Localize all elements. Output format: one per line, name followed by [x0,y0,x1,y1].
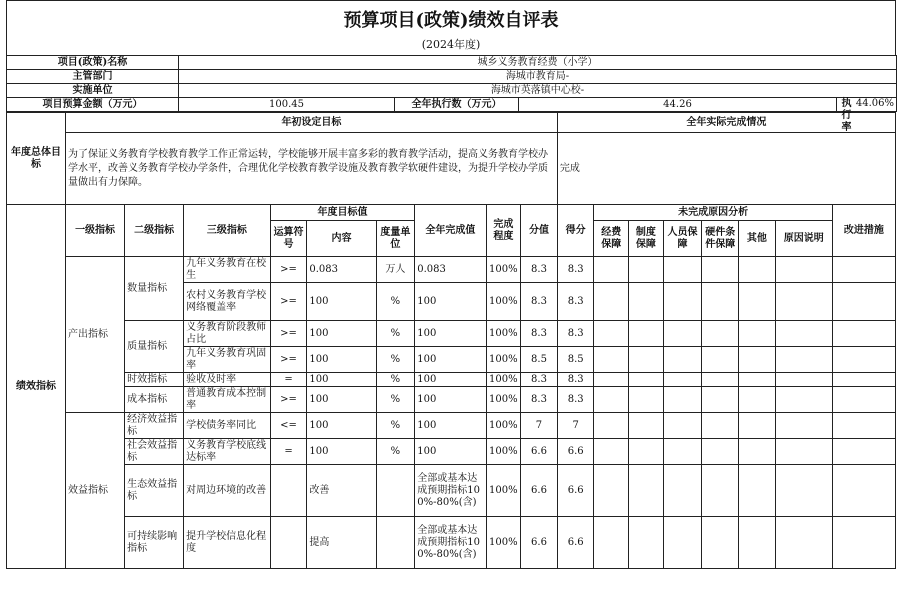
empty-cell [594,517,629,569]
empty-cell [832,413,895,439]
row-val: 6.6 [521,439,558,465]
completion-header: 完成程度 [486,205,521,257]
empty-cell [832,439,895,465]
empty-cell [663,413,702,439]
row-unit [376,517,415,569]
row-score: 8.3 [557,257,594,283]
empty-cell [775,373,832,387]
table-row [7,413,896,439]
empty-cell [663,387,702,413]
empty-cell [775,413,832,439]
empty-cell [702,439,739,465]
row-unit: % [376,373,415,387]
row-val: 8.3 [521,387,558,413]
empty-cell [702,413,739,439]
empty-cell [594,321,629,347]
empty-cell [702,387,739,413]
economic-label: 经济效益指标 [125,413,184,439]
empty-cell [663,517,702,569]
row-score: 8.5 [557,347,594,373]
empty-cell [594,257,629,283]
row-done: 100 [415,413,486,439]
empty-cell [739,413,776,439]
row-l3: 验收及时率 [184,373,271,387]
row-op [270,465,307,517]
empty-cell [739,387,776,413]
row-done: 100 [415,283,486,321]
row-content: 100 [307,347,376,373]
quality-label: 质量指标 [125,321,184,373]
empty-cell [663,347,702,373]
row-unit: 万人 [376,257,415,283]
row-l3: 提升学校信息化程度 [184,517,271,569]
level2-header: 二级指标 [125,205,184,257]
empty-cell [702,465,739,517]
row-pct: 100% [486,517,521,569]
empty-cell [594,439,629,465]
output-group-label: 产出指标 [66,257,125,413]
empty-cell [629,283,664,321]
row-done: 100 [415,373,486,387]
empty-cell [775,517,832,569]
empty-cell [739,373,776,387]
hardware-header: 硬件条件保障 [702,221,739,257]
row-pct: 100% [486,321,521,347]
goals-section-label: 年度总体目标 [7,113,66,205]
empty-cell [739,257,776,283]
system-header: 制度保障 [629,221,664,257]
row-score: 8.3 [557,283,594,321]
empty-cell [594,373,629,387]
row-unit: % [376,439,415,465]
row-l3: 义务教育学校底线达标率 [184,439,271,465]
empty-cell [702,257,739,283]
content-header: 内容 [307,221,376,257]
level1-header: 一级指标 [66,205,125,257]
empty-cell [629,413,664,439]
row-content: 0.083 [307,257,376,283]
exec-label: 全年执行数（万元） [395,98,519,112]
empty-cell [832,465,895,517]
empty-cell [702,283,739,321]
empty-cell [832,257,895,283]
empty-cell [663,439,702,465]
empty-cell [663,321,702,347]
row-score: 6.6 [557,439,594,465]
empty-cell [775,257,832,283]
empty-cell [739,439,776,465]
empty-cell [629,387,664,413]
reason-desc-header: 原因说明 [775,221,832,257]
row-unit: % [376,321,415,347]
row-val: 8.3 [521,373,558,387]
dept-label: 主管部门 [7,70,179,84]
full-year-header: 全年完成值 [415,205,486,257]
row-op: <= [270,413,307,439]
row-done: 0.083 [415,257,486,283]
row-val: 6.6 [521,465,558,517]
row-unit [376,465,415,517]
empty-cell [832,321,895,347]
table-row [7,387,896,413]
empty-cell [594,465,629,517]
row-score: 8.3 [557,373,594,387]
table-row [7,517,896,569]
row-done: 100 [415,347,486,373]
row-op [270,517,307,569]
personnel-header: 人员保障 [663,221,702,257]
empty-cell [629,321,664,347]
row-pct: 100% [486,439,521,465]
row-l3: 九年义务教育巩固率 [184,347,271,373]
row-content: 100 [307,439,376,465]
project-name-label: 项目(政策)名称 [7,56,179,70]
row-pct: 100% [486,413,521,439]
rate-label: 执行率 [841,98,852,133]
unit-header: 度量单位 [376,221,415,257]
empty-cell [832,373,895,387]
row-score: 7 [557,413,594,439]
empty-cell [775,465,832,517]
main-table [6,112,896,569]
form-title: 预算项目(政策)绩效自评表 [6,0,896,37]
empty-cell [629,373,664,387]
row-content: 100 [307,373,376,387]
actual-completion-text: 完成 [557,133,895,205]
row-pct: 100% [486,387,521,413]
empty-cell [739,283,776,321]
empty-cell [663,283,702,321]
row-op: >= [270,283,307,321]
row-l3: 学校债务率同比 [184,413,271,439]
row-content: 100 [307,387,376,413]
empty-cell [739,465,776,517]
operator-header: 运算符号 [270,221,307,257]
social-label: 社会效益指标 [125,439,184,465]
empty-cell [629,347,664,373]
empty-cell [775,321,832,347]
empty-cell [629,517,664,569]
initial-goals-text: 为了保证义务教育学校教育教学工作正常运转，学校能够开展丰富多彩的教育教学活动，提高义务教育学校办学水平，改善义务教育学校办学条件，合理优化学校教育教学设施及教育教学软硬件建设，为提升学校办学质量做出有力保障。 [66,133,558,205]
row-val: 8.5 [521,347,558,373]
empty-cell [702,321,739,347]
row-unit: % [376,347,415,373]
dept-value: 海城市教育局- [179,70,897,84]
row-done: 全部或基本达成预期指标100%-80%(含) [415,517,486,569]
row-score: 6.6 [557,465,594,517]
row-val: 8.3 [521,321,558,347]
sustain-label: 可持续影响指标 [125,517,184,569]
row-l3: 普通教育成本控制率 [184,387,271,413]
empty-cell [702,347,739,373]
empty-cell [775,439,832,465]
empty-cell [775,347,832,373]
funding-header: 经费保障 [594,221,629,257]
table-row [7,257,896,283]
actual-completion-header: 全年实际完成情况 [557,113,895,133]
budget-value: 100.45 [179,98,395,112]
row-content: 100 [307,413,376,439]
empty-cell [629,439,664,465]
impl-value: 海城市英落镇中心校- [179,84,897,98]
row-l3: 义务教育阶段教师占比 [184,321,271,347]
exec-value: 44.26 [519,98,837,112]
table-row [7,321,896,347]
empty-cell [663,465,702,517]
empty-cell [775,283,832,321]
row-pct: 100% [486,373,521,387]
project-name-value: 城乡义务教育经费（小学） [179,56,897,70]
row-op: >= [270,257,307,283]
row-score: 6.6 [557,517,594,569]
row-val: 8.3 [521,283,558,321]
table-row [7,373,896,387]
row-score: 8.3 [557,387,594,413]
rate-value: 44.06% [855,98,895,109]
row-done: 100 [415,321,486,347]
level3-header: 三级指标 [184,205,271,257]
empty-cell [739,321,776,347]
empty-cell [775,387,832,413]
row-op: >= [270,321,307,347]
empty-cell [594,347,629,373]
row-op: >= [270,347,307,373]
form-year: (2024年度) [6,37,896,55]
row-score: 8.3 [557,321,594,347]
empty-cell [832,283,895,321]
empty-cell [739,347,776,373]
row-op: >= [270,387,307,413]
row-done: 全部或基本达成预期指标100%-80%(含) [415,465,486,517]
row-done: 100 [415,387,486,413]
benefit-group-label: 效益指标 [66,413,125,569]
evaluation-form [6,0,896,569]
quantity-label: 数量指标 [125,257,184,321]
empty-cell [832,387,895,413]
time-label: 时效指标 [125,373,184,387]
row-l3: 对周边环境的改善 [184,465,271,517]
row-val: 8.3 [521,257,558,283]
eco-label: 生态效益指标 [125,465,184,517]
row-unit: % [376,413,415,439]
empty-cell [832,517,895,569]
row-unit: % [376,283,415,321]
table-row [7,465,896,517]
perf-indicator-label: 绩效指标 [7,205,66,569]
empty-cell [739,517,776,569]
empty-cell [663,373,702,387]
empty-cell [702,373,739,387]
row-l3: 九年义务教育在校生 [184,257,271,283]
empty-cell [663,257,702,283]
impl-label: 实施单位 [7,84,179,98]
row-pct: 100% [486,347,521,373]
score-header: 得分 [557,205,594,257]
empty-cell [594,413,629,439]
row-pct: 100% [486,257,521,283]
cost-label: 成本指标 [125,387,184,413]
row-unit: % [376,387,415,413]
empty-cell [594,283,629,321]
row-done: 100 [415,439,486,465]
row-op: = [270,373,307,387]
empty-cell [594,387,629,413]
row-content: 提高 [307,517,376,569]
row-content: 100 [307,283,376,321]
row-op: = [270,439,307,465]
empty-cell [832,347,895,373]
table-row [7,439,896,465]
reason-analysis-header: 未完成原因分析 [594,205,832,221]
row-content: 改善 [307,465,376,517]
annual-target-header: 年度目标值 [270,205,415,221]
improvement-header: 改进措施 [832,205,895,257]
empty-cell [629,465,664,517]
initial-goals-header: 年初设定目标 [66,113,558,133]
empty-cell [702,517,739,569]
score-value-header: 分值 [521,205,558,257]
other-header: 其他 [739,221,776,257]
budget-label: 项目预算金额（万元） [7,98,179,112]
row-content: 100 [307,321,376,347]
row-pct: 100% [486,283,521,321]
row-val: 6.6 [521,517,558,569]
row-val: 7 [521,413,558,439]
row-pct: 100% [486,465,521,517]
empty-cell [629,257,664,283]
rate-value-cell [837,98,897,133]
row-l3: 农村义务教育学校网络覆盖率 [184,283,271,321]
